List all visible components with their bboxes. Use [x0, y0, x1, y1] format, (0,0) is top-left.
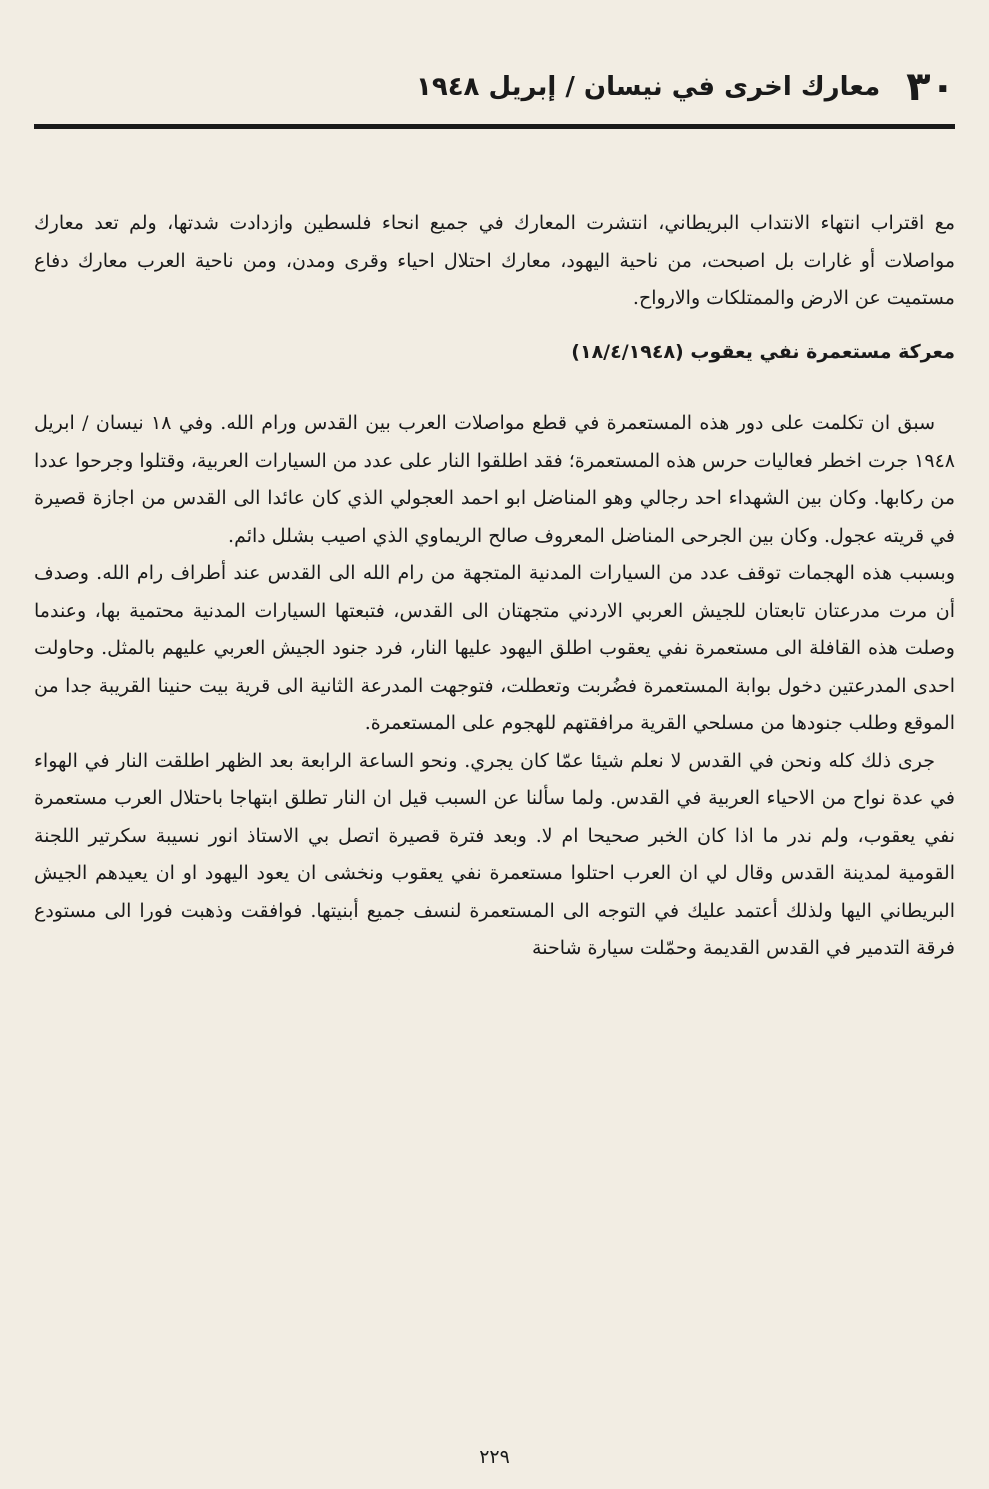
page-body	[34, 205, 955, 968]
section-paragraph-2: وبسبب هذه الهجمات توقف عدد من السيارات المدنية المتجهة من رام الله الى القدس عند أطراف رام الله. وصدف أن مرت مدرعتان تابعتان للجيش العربي الاردني متجهتان الى القدس، فتبعتها السيارات المدنية محتمية بها، وعندما وصلت هذه القافلة الى مستعمرة نفي يعقوب اطلق اليهود عليها النار، فرد جنود الجيش العربي عليهم بالمثل. وحاولت احدى المدرعتين دخول بوابة المستعمرة فضُربت وتعطلت، فتوجهت المدرعة الثانية الى قرية بيت حنينا القريبة جدا من الموقع وطلب جنودها من مسلحي القرية مرافقتهم للهجوم على المستعمرة.	[34, 562, 955, 734]
header-divider	[34, 124, 955, 129]
heading-spacer	[34, 371, 955, 405]
intro-paragraph: مع اقتراب انتهاء الانتداب البريطاني، انتشرت المعارك في جميع انحاء فلسطين وازدادت شدتها، ولم تعد معارك مواصلات أو غارات بل اصبحت، من ناحية اليهود، معارك احتلال احياء وقرى ومدن، ومن ناحية العرب معارك دفاع مستميت عن الارض والممتلكات والارواح.	[34, 212, 955, 309]
page-number: ٢٢٩	[479, 1446, 510, 1468]
section-paragraph-1: سبق ان تكلمت على دور هذه المستعمرة في قطع مواصلات العرب بين القدس ورام الله. وفي ١٨ نيسان / ابريل ١٩٤٨ جرت اخطر فعاليات حرس هذه المستعمرة؛ فقد اطلقوا النار على عدد من السيارات العربية، وقتلوا وجرحوا عددا من ركابها. وكان بين الشهداء احد رجالي وهو المناضل ابو احمد العجولي الذي كان عائدا الى القدس من اجازة قصيرة في قريته عجول. وكان بين الجرحى المناضل المعروف صالح الريماوي الذي اصيب بشلل دائم.	[34, 412, 955, 547]
chapter-number: ٣٠	[906, 64, 955, 110]
section-paragraph-3: جرى ذلك كله ونحن في القدس لا نعلم شيئا عمّا كان يجري. ونحو الساعة الرابعة بعد الظهر اطلقت النار في الهواء في عدة نواح من الاحياء العربية في القدس. ولما سألنا عن السبب قيل ان النار تطلق ابتهاجا باحتلال العرب مستعمرة نفي يعقوب، ولم ندر ما اذا كان الخبر صحيحا ام لا. وبعد فترة قصيرة اتصل بي الاستاذ انور نسيبة سكرتير اللجنة القومية لمدينة القدس وقال لي ان العرب احتلوا مستعمرة نفي يعقوب ونخشى ان يعود اليهود او ان يعيدهم الجيش البريطاني اليها ولذلك أعتمد عليك في التوجه الى المستعمرة لنسف جميع أبنيتها. فوافقت وذهبت فورا الى مستودع فرقة التدمير في القدس القديمة وحمّلت سيارة شاحنة	[34, 749, 955, 959]
chapter-title: معارك اخرى في نيسان / إبريل ١٩٤٨	[415, 72, 881, 102]
paragraph-spacer	[34, 318, 955, 334]
section-heading: معركة مستعمرة نفي يعقوب (١٨/٤/١٩٤٨)	[571, 340, 955, 363]
chapter-header	[34, 62, 955, 112]
